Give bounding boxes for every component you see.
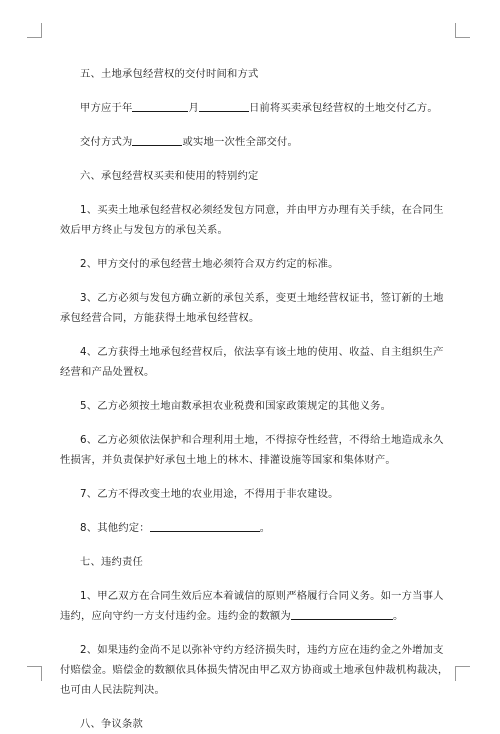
clause-text: 7、乙方不得改变土地的农业用途，不得用于非农建设。: [80, 488, 339, 500]
clause-text: 5、乙方必须按土地亩数承担农业税费和国家政策规定的其他义务。: [80, 400, 392, 412]
clause-text: 经营和产品处置权。: [60, 366, 155, 378]
clause-6-1-line-1: [60, 200, 444, 220]
clause-6-5: [60, 396, 444, 416]
crop-mark-top-right: [455, 23, 470, 38]
clause-6-3-line-2: [60, 308, 444, 328]
clause-7-1-line-1: [60, 586, 444, 606]
clause-7-2-line-3: [60, 680, 444, 700]
blank-field-penalty-amount[interactable]: [291, 607, 393, 620]
clause-7-2-line-2: [60, 660, 449, 680]
section-8-heading: [60, 714, 444, 734]
clause-end-mark: 。: [259, 522, 271, 534]
clause-6-2: [60, 254, 444, 274]
section-8-heading-text: 八、争议条款: [80, 718, 143, 730]
delivery-suffix: 日前将买卖承包经营权的土地交付乙方。: [248, 102, 438, 114]
crop-mark-bottom-left: [27, 666, 42, 681]
document-body: [60, 64, 449, 734]
clause-6-7: [60, 484, 444, 504]
clause-end-mark: 。: [392, 610, 404, 622]
blank-field-month[interactable]: [132, 99, 188, 112]
crop-mark-bottom-right: [455, 666, 470, 681]
clause-6-3-line-1: [60, 288, 444, 308]
clause-text: 2、如果违约金尚不足以弥补守约方经济损失时，违约方应在违约金之外增加支: [80, 644, 444, 656]
clause-text: 6、乙方必须依法保护和合理利用土地，不得掠夺性经营，不得给土地造成永久: [80, 434, 444, 446]
method-prefix: 交付方式为: [80, 136, 133, 148]
clause-6-4-line-2: [60, 362, 444, 382]
clause-text: 4、乙方获得土地承包经营权后，依法享有该土地的使用、收益、自主组织生产: [80, 346, 444, 358]
section-5-heading: [60, 64, 444, 84]
clause-text: 3、乙方必须与发包方确立新的承包关系，变更土地经营权证书，签订新的土地: [80, 292, 444, 304]
clause-text: 违约，应向守约一方支付违约金。违约金的数额为: [60, 610, 291, 622]
delivery-prefix: 甲方应于年: [80, 102, 133, 114]
clause-6-4-line-1: [60, 342, 444, 362]
clause-6-8: [60, 518, 444, 538]
clause-text: 效后甲方终止与发包方的承包关系。: [60, 224, 228, 236]
delivery-time-line: [60, 98, 444, 118]
clause-text: 2、甲方交付的承包经营土地必须符合双方约定的标准。: [80, 258, 339, 270]
section-6-heading: [60, 166, 444, 186]
section-7-heading: [60, 552, 444, 572]
section-6-heading-text: 六、承包经营权买卖和使用的特别约定: [80, 170, 259, 182]
clause-6-1-line-2: [60, 220, 444, 240]
method-suffix: 或实地一次性全部交付。: [182, 136, 298, 148]
clause-text: 性损害，并负责保护好承包土地上的林木、排灌设施等国家和集体财产。: [60, 454, 396, 466]
blank-field-day[interactable]: [199, 99, 249, 112]
blank-field-other-agreement[interactable]: [150, 519, 260, 532]
section-7-heading-text: 七、违约责任: [80, 556, 143, 568]
blank-field-method[interactable]: [132, 133, 182, 146]
delivery-month-label: 月: [188, 102, 199, 114]
clause-text: 1、甲乙双方在合同生效后应本着诚信的原则严格履行合同义务。如一方当事人: [80, 590, 444, 602]
clause-text: 也可由人民法院判决。: [60, 684, 165, 696]
clause-7-1-line-2: [60, 606, 444, 626]
clause-text: 付赔偿金。赔偿金的数额依具体损失情况由甲乙双方协商或土地承包仲裁机构裁决，: [60, 664, 449, 676]
clause-text: 1、买卖土地承包经营权必须经发包方同意，并由甲方办理有关手续，在合同生: [80, 204, 444, 216]
delivery-method-line: [60, 132, 444, 152]
other-agreement-label: 8、其他约定：: [80, 522, 150, 534]
clause-7-2-line-1: [60, 640, 444, 660]
section-5-heading-text: 五、土地承包经营权的交付时间和方式: [80, 68, 259, 80]
clause-text: 承包经营合同，方能获得土地承包经营权。: [60, 312, 260, 324]
clause-6-6-line-2: [60, 450, 444, 470]
crop-mark-top-left: [27, 23, 42, 38]
clause-6-6-line-1: [60, 430, 444, 450]
